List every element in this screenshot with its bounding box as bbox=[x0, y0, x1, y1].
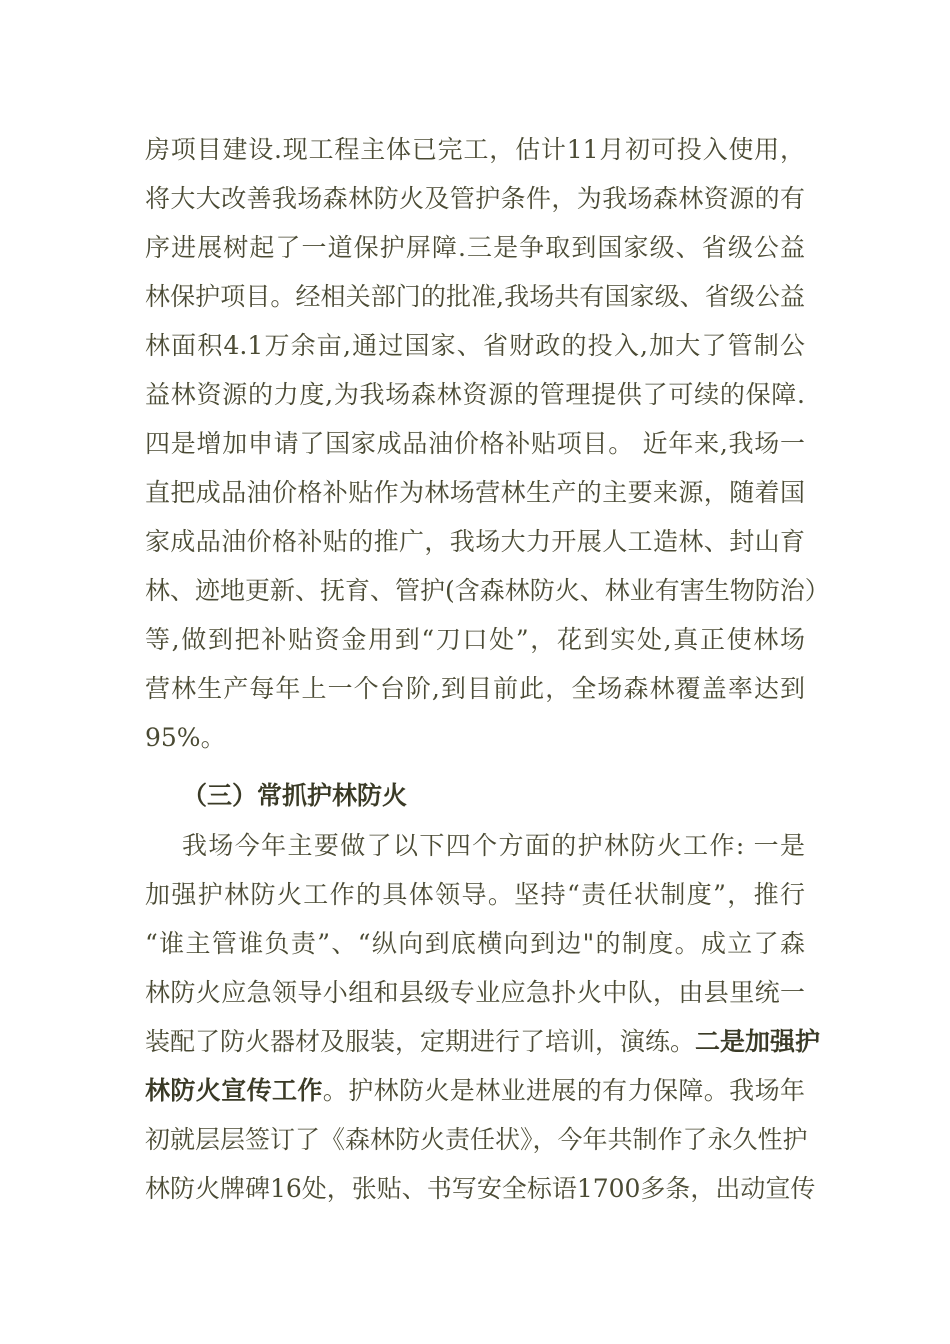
text-line: 营林生产每年上一个台阶,到目前此，全场森林覆盖率达到 bbox=[145, 674, 805, 703]
text-line: 益林资源的力度,为我场森林资源的管理提供了可续的保障. bbox=[145, 380, 805, 409]
text-span: 装配了防火器材及服装，定期进行了培训，演练。 bbox=[145, 1027, 696, 1056]
text-line: 95%。 bbox=[145, 723, 226, 752]
text-line: 林面积4.1万余亩,通过国家、省财政的投入,加大了管制公 bbox=[145, 331, 805, 360]
text-line: 林防火应急领导小组和县级专业应急扑火中队，由县里统一 bbox=[145, 978, 805, 1007]
text-line: 将大大改善我场森林防火及管护条件，为我场森林资源的有 bbox=[145, 184, 805, 213]
text-line bbox=[145, 1022, 821, 1062]
text-line: 初就层层签订了《森林防火责任状》，今年共制作了永久性护 bbox=[145, 1125, 808, 1154]
bold-span: 二是加强护 bbox=[695, 1027, 821, 1056]
text-line: 林防火牌碑16处，张贴、书写安全标语1700多条，出动宣传 bbox=[145, 1174, 816, 1203]
text-line: 我场今年主要做了以下四个方面的护林防火工作: 一是 bbox=[182, 831, 805, 860]
text-line: 序进展树起了一道保护屏障.三是争取到国家级、省级公益 bbox=[145, 233, 805, 262]
text-line: 林保护项目。经相关部门的批准,我场共有国家级、省级公益 bbox=[145, 282, 805, 311]
text-line: 家成品油价格补贴的推广，我场大力开展人工造林、封山育 bbox=[145, 527, 805, 556]
bold-span: 林防火宣传工作 bbox=[145, 1076, 323, 1105]
text-line: 直把成品油价格补贴作为林场营林生产的主要来源，随着国 bbox=[145, 478, 805, 507]
text-span: 。护林防火是林业进展的有力保障。我场年 bbox=[322, 1076, 805, 1105]
text-line bbox=[145, 1071, 805, 1111]
text-line: 等,做到把补贴资金用到“刀口处”，花到实处,真正使林场 bbox=[145, 625, 805, 654]
text-line: “谁主管谁负责”、“纵向到底横向到边"的制度。成立了森 bbox=[145, 929, 805, 958]
text-line: 林、迹地更新、抚育、管护(含森林防火、林业有害生物防治） bbox=[145, 576, 830, 605]
text-line: 房项目建设.现工程主体已完工，估计11月初可投入使用， bbox=[145, 135, 805, 164]
text-line: 四是增加申请了国家成品油价格补贴项目。 近年来,我场一 bbox=[145, 429, 805, 458]
section-heading: （三）常抓护林防火 bbox=[182, 781, 408, 810]
text-line: 加强护林防火工作的具体领导。坚持“责任状制度”，推行 bbox=[145, 880, 805, 909]
